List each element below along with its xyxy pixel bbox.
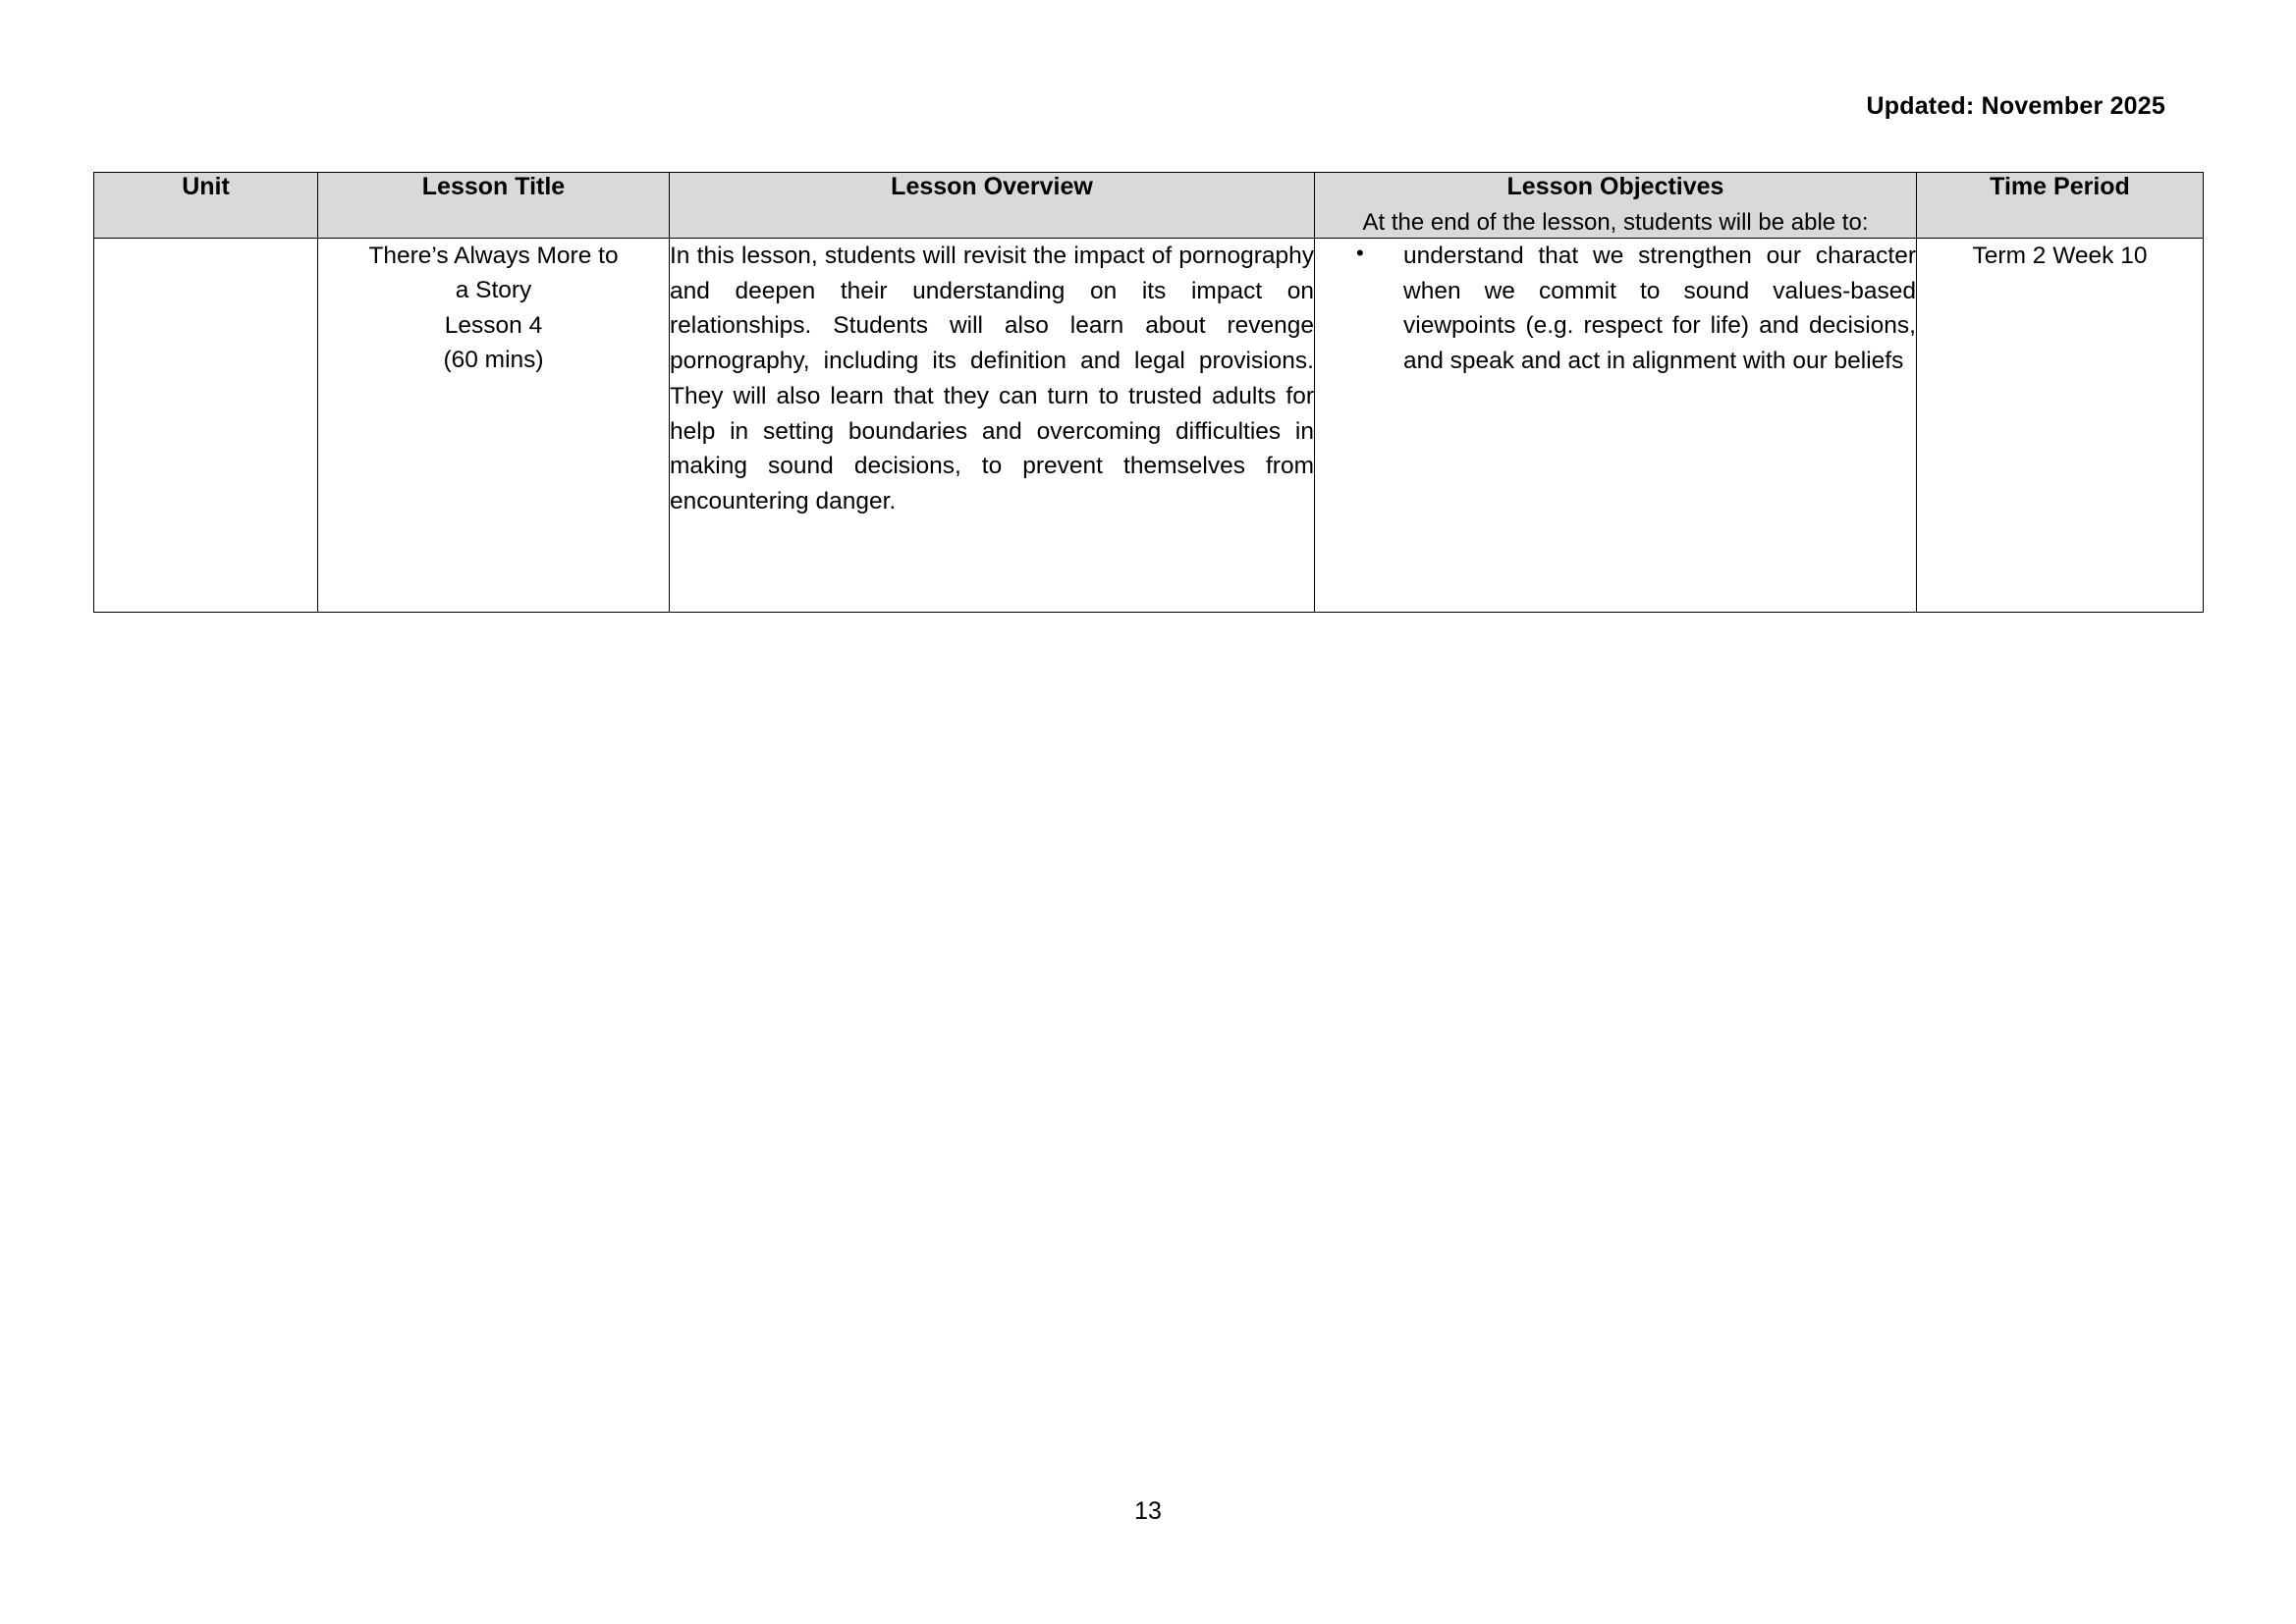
lesson-title-line-1: There’s Always More to — [368, 242, 619, 269]
lesson-title-line-2: a Story — [455, 277, 532, 304]
column-header-lesson-objectives — [1315, 173, 1917, 239]
column-header-lesson-objectives-label: Lesson Objectives — [1506, 173, 1724, 200]
cell-unit — [94, 238, 318, 612]
column-header-lesson-objectives-sublabel: At the end of the lesson, students will be able to: — [1362, 209, 1869, 236]
column-header-lesson-title-label: Lesson Title — [421, 173, 566, 200]
page-number: 13 — [1134, 1497, 1162, 1525]
cell-lesson-title — [318, 238, 670, 612]
column-header-lesson-title — [318, 173, 670, 239]
column-header-lesson-overview-label: Lesson Overview — [891, 173, 1093, 200]
cell-lesson-overview: In this lesson, students will revisit the impact of pornography and deepen their understanding on its impact on relationships. Students will also learn about revenge pornography, including its definition and legal provisions. They will also learn that they can turn to trusted adults for help in setting boundaries and overcoming difficulties in making sound decisions, to prevent themselves from encountering danger. — [670, 238, 1315, 612]
objectives-list — [1315, 239, 1916, 379]
column-header-time-period-label: Time Period — [1990, 173, 2130, 200]
list-item: • understand that we strengthen our character when we commit to sound values-based viewpoints (e.g. respect for life) and decisions, and speak and act in alignment with our beliefs — [1356, 239, 1916, 379]
column-header-lesson-overview — [670, 173, 1315, 239]
table-header-row — [94, 173, 2204, 239]
column-header-unit — [94, 173, 318, 239]
column-header-time-period — [1917, 173, 2204, 239]
lesson-plan-table — [93, 172, 2204, 613]
updated-note: Updated: November 2025 — [1866, 92, 2165, 120]
lesson-title-line-4: (60 mins) — [443, 347, 544, 374]
cell-lesson-objectives — [1315, 238, 1917, 612]
cell-time-period: Term 2 Week 10 — [1917, 238, 2204, 612]
lesson-title-line-3: Lesson 4 — [444, 311, 543, 339]
table-row — [94, 238, 2204, 612]
column-header-unit-label: Unit — [182, 173, 230, 200]
